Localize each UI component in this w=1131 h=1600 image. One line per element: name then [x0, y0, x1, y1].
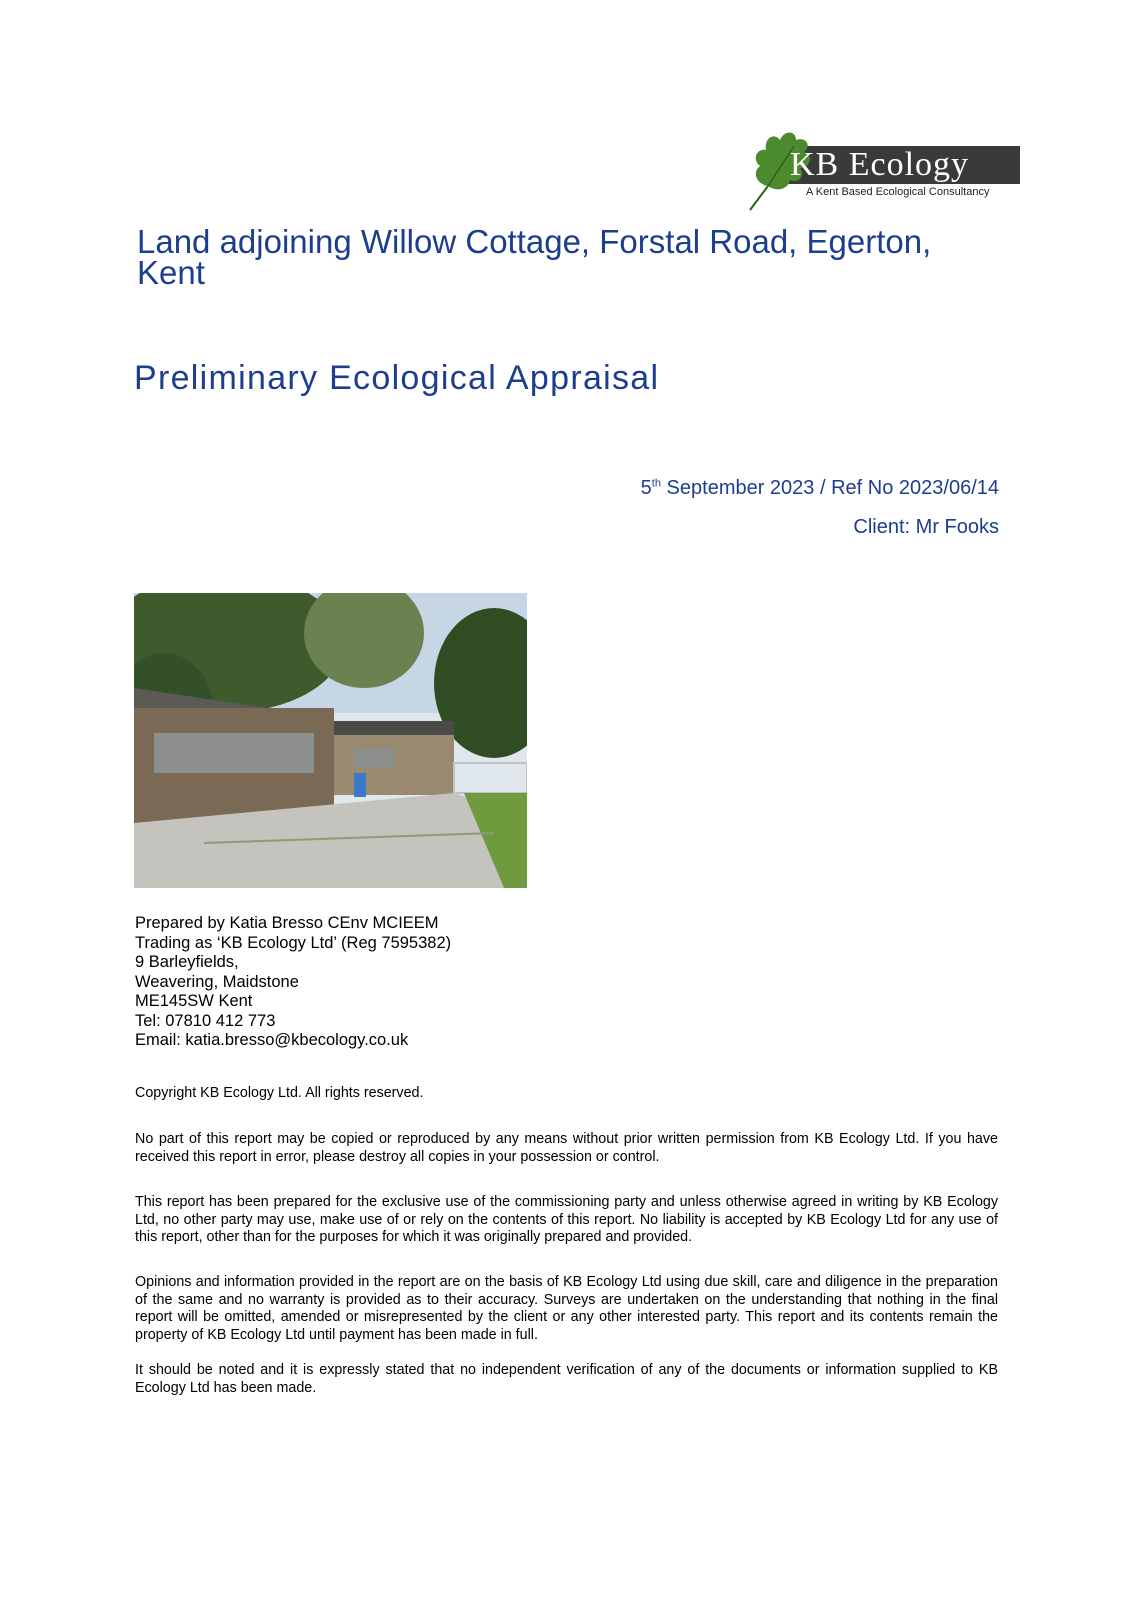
trading-as-line: Trading as ‘KB Ecology Ltd’ (Reg 7595382) [135, 933, 452, 952]
report-client: Client: Mr Fooks [853, 516, 999, 538]
opinions-paragraph: Opinions and information provided in the report are on the basis of KB Ecology Ltd using due skill, care and diligence in the preparation of the same and no warranty is provided as to their accuracy. Surveys are undertaken on the understanding that nothing in the final report will be omitted, amended or misrepresented by the client or any other interested party. This report and its contents remain the property of KB Ecology Ltd until payment has been made in full. [135, 1274, 998, 1343]
report-subtitle: Preliminary Ecological Appraisal [134, 359, 660, 397]
kb-ecology-logo [746, 126, 1026, 216]
date-day: 5 [640, 477, 652, 499]
no-copy-paragraph: No part of this report may be copied or reproduced by any means without prior written permission from KB Ecology Ltd. If you have received this report in error, please destroy all copies in your possession or control. [135, 1131, 998, 1165]
report-date-ref [641, 477, 999, 500]
telephone-line: Tel: 07810 412 773 [135, 1011, 276, 1030]
address-line-2: Weavering, Maidstone [135, 972, 299, 991]
address-line-3: ME145SW Kent [135, 992, 253, 1010]
prepared-by-block [135, 914, 451, 1051]
report-title: Land adjoining Willow Cottage, Forstal Road, Egerton, Kent [137, 223, 932, 291]
exclusive-use-paragraph: This report has been prepared for the exclusive use of the commissioning party and unless otherwise agreed in writing by KB Ecology Ltd, no other party may use, make use of or rely on the contents of this report. No liability is accepted by KB Ecology Ltd for any use of this report, other than for the purposes for which it was originally prepared and provided. [135, 1194, 998, 1245]
copyright-paragraph: Copyright KB Ecology Ltd. All rights reserved. [135, 1085, 424, 1101]
verification-paragraph: It should be noted and it is expressly stated that no independent verification of any of the documents or information supplied to KB Ecology Ltd has been made. [135, 1362, 998, 1396]
address-line-1: 9 Barleyfields, [135, 953, 239, 971]
date-ordinal: th [651, 477, 661, 490]
logo-brand-text: KB Ecology [790, 146, 970, 183]
site-photo [134, 593, 527, 888]
prepared-by-line: Prepared by Katia Bresso CEnv MCIEEM [135, 914, 439, 932]
logo-tagline: A Kent Based Ecological Consultancy [806, 186, 990, 198]
email-line: Email: katia.bresso@kbecology.co.uk [135, 1031, 409, 1049]
date-rest: September 2023 / Ref No 2023/06/14 [666, 477, 999, 499]
